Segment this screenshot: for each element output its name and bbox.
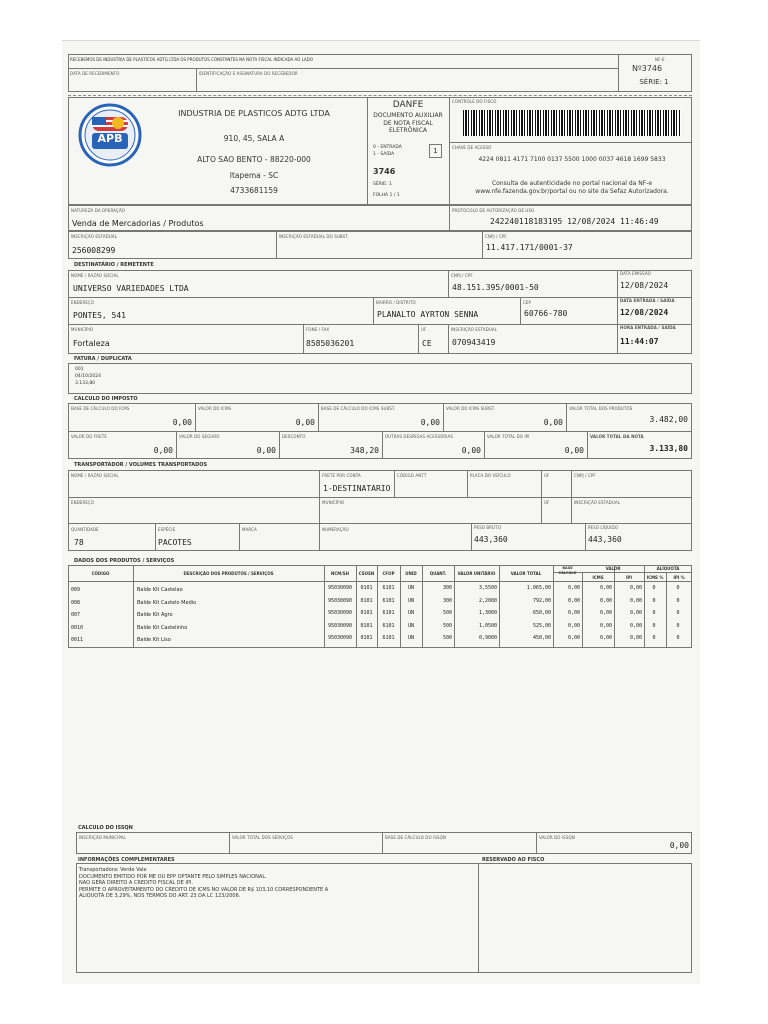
exit-date: 12/08/2024	[620, 308, 669, 317]
table-cell-unit-value: 1,0500	[478, 622, 497, 629]
emitter-cnpj: 11.417.171/0001-37	[486, 243, 573, 252]
icms-st: 0,00	[543, 418, 563, 427]
table-cell-unit: UN	[407, 610, 415, 616]
table-cell-desc: Balde Kit Liso	[137, 637, 171, 643]
table-cell-icms: 0,00	[599, 585, 612, 591]
divider	[133, 565, 134, 648]
recipient-name: UNIVERSO VARIEDADES LTDA	[73, 284, 189, 293]
other-expenses: 0,00	[461, 446, 481, 455]
recipient-phone-label: FONE / FAX	[306, 327, 330, 332]
danfe-serie: SÉRIE: 1	[373, 182, 392, 187]
table-cell-total: 792,00	[532, 597, 551, 604]
table-cell-icms: 0,00	[599, 597, 612, 604]
table-cell-total: 525,00	[532, 622, 551, 629]
col-rate-group: ALÍQUOTA	[656, 566, 680, 571]
quantity-label: QUANTIDADE	[71, 527, 99, 532]
control-label: CONTROLE DO FISCO	[452, 99, 497, 104]
protocol-value: 242240118183195 12/08/2024 11:46:49	[490, 217, 659, 226]
table-cell-ipi-rate: 0	[676, 585, 680, 591]
exit-time-label: HORA ENTRADA / SAÍDA	[620, 325, 676, 330]
table-cell-base: 0,00	[567, 635, 580, 641]
danfe-entry: 0 - ENTRADA	[373, 145, 402, 150]
divider	[367, 97, 368, 205]
col-cfop: CFOP	[382, 571, 395, 576]
table-cell-qty: 300	[442, 597, 452, 604]
col-value-group: VALOR	[605, 566, 621, 571]
table-cell-csosn: 0101	[360, 610, 373, 616]
divider	[448, 270, 449, 297]
ipi: 0,00	[564, 446, 584, 455]
divider	[449, 205, 450, 231]
table-cell-cfop: 6101	[382, 597, 395, 604]
divider	[478, 863, 479, 973]
carrier-address-label: ENDEREÇO	[71, 500, 95, 505]
recipient-district-label: BAIRRO / DISTRITO	[376, 300, 416, 305]
consult-line-2: www.nfe.fazenda.gov.br/portal ou no site da Sefaz Autorizadora.	[475, 188, 669, 195]
danfe-sheet: FOLHA 1 / 1	[373, 193, 400, 198]
freight: 0,00	[153, 446, 173, 455]
net-weight: 443,360	[588, 535, 622, 544]
divider	[196, 68, 197, 92]
divider	[566, 403, 567, 431]
base-st-label: BASE DE CÁLCULO DO ICMS SUBST.	[321, 406, 396, 411]
danfe-subtitle: DOCUMENTO AUXILIAR DE NOTA FISCAL ELETRÔNICA	[373, 112, 443, 134]
emitter-cnpj-label: CNPJ / CPF	[485, 234, 507, 239]
table-cell-desc: Balde Kit Castelao	[137, 587, 183, 593]
recipient-district: PLANALTO AYRTON SENNA	[377, 310, 479, 319]
table-cell-ncm: 95030090	[327, 622, 353, 629]
gross-weight-label: PESO BRUTO	[474, 525, 501, 530]
col-ncm: NCM/SH	[331, 571, 349, 576]
divider	[68, 581, 692, 582]
danfe-type: 1	[433, 147, 438, 155]
additional-section: INFORMAÇÕES COMPLEMENTARES	[78, 857, 175, 863]
total: 3.133,80	[649, 444, 688, 453]
receipt-header: RECEBEMOS DE INDUSTRIA DE PLASTICOS ADTG LTDA OS PRODUTOS CONSTANTES NA NOTA FISCAL INDICADA AO LADO	[70, 57, 313, 62]
table-cell-desc: Balde Kit Agro	[137, 612, 173, 618]
table-cell-cfop: 6101	[382, 610, 395, 616]
issqn-value-label: VALOR DO ISSQN	[539, 835, 575, 840]
col-code: CÓDIGO	[91, 571, 110, 576]
divider	[319, 470, 320, 523]
divider	[471, 523, 472, 551]
divider	[536, 832, 537, 854]
additional-line: NAO GERA DIREITO A CREDITO FISCAL DE IPI.	[79, 880, 193, 886]
freight-by: 1-DESTINATARIO	[323, 484, 391, 493]
divider	[587, 431, 588, 459]
table-cell-qty: 500	[442, 635, 452, 641]
danfe-exit: 1 - SAÍDA	[373, 152, 395, 157]
plate-label: PLACA DO VEÍCULO	[470, 473, 511, 478]
quantity: 78	[74, 538, 84, 547]
receipt-nfe-label: NF-E	[655, 57, 665, 62]
icms-st-label: VALOR DO ICMS SUBST.	[446, 406, 496, 411]
access-key-barcode	[463, 110, 681, 136]
carrier-uf-label: UF	[544, 473, 550, 478]
table-cell-ipi-rate: 0	[676, 622, 680, 629]
issqn-value: 0,00	[669, 841, 689, 850]
divider	[276, 231, 277, 259]
net-weight-label: PESO LÍQUIDO	[588, 525, 618, 530]
recipient-phone: 8585036201	[306, 339, 355, 348]
icms: 0,00	[295, 418, 315, 427]
table-cell-ipi: 0,00	[629, 597, 642, 604]
kind: PACOTES	[158, 538, 192, 547]
divider	[617, 270, 618, 354]
table-cell-icms: 0,00	[599, 622, 612, 629]
table-cell-icms-rate: 0	[652, 610, 656, 616]
receipt-date-label: DATA DE RECEBIMENTO	[70, 71, 120, 76]
divider	[319, 523, 320, 551]
base-icms: 0,00	[172, 418, 192, 427]
emitter-district: ALTO SAO BENTO - 88220-000	[197, 155, 311, 164]
table-cell-total: 450,00	[532, 635, 551, 641]
divider	[68, 297, 692, 298]
kind-label: ESPÉCIE	[158, 527, 176, 532]
table-cell-unit-value: 3,5500	[478, 585, 497, 591]
carrier-ie-label: INSCRIÇÃO ESTADUAL	[574, 500, 621, 505]
discount-label: DESCONTO	[282, 434, 306, 439]
table-cell-ipi: 0,00	[629, 585, 642, 591]
exit-date-label: DATA ENTRADA / SAÍDA	[620, 298, 675, 303]
freight-by-label: FRETE POR CONTA	[322, 473, 361, 478]
divider	[318, 403, 319, 431]
danfe-number: 3746	[373, 167, 396, 176]
divider	[68, 324, 692, 325]
carrier-city-label: MUNICÍPIO	[322, 500, 345, 505]
additional-line: ALIQUOTA DE 3,29%, NOS TERMOS DO ART. 23 DA LC 123/2006.	[79, 893, 241, 899]
table-cell-icms: 0,00	[599, 610, 612, 616]
divider	[448, 324, 449, 354]
municipal-label: INSCRIÇÃO MUNICIPAL	[79, 835, 126, 840]
invoice-line-1: 001	[75, 367, 84, 372]
divider	[484, 431, 485, 459]
divider	[418, 324, 419, 354]
table-cell-base: 0,00	[567, 622, 580, 629]
table-cell-qty: 500	[442, 610, 452, 616]
table-cell-code: 009	[71, 587, 81, 593]
divider	[68, 68, 618, 69]
table-cell-icms-rate: 0	[652, 622, 656, 629]
recipient-address-label: ENDEREÇO	[71, 300, 95, 305]
recipient-city-label: MUNICÍPIO	[71, 327, 94, 332]
emission-date: 12/08/2024	[620, 281, 669, 290]
emitter-name: INDUSTRIA DE PLASTICOS ADTG LTDA	[178, 109, 330, 118]
recipient-cnpj-label: CNPJ / CPF	[451, 273, 473, 278]
divider	[176, 431, 177, 459]
divider	[482, 231, 483, 259]
total-products: 3.482,00	[649, 415, 688, 424]
ie-value: 256008299	[72, 246, 116, 255]
table-cell-csosn: 0101	[360, 585, 373, 591]
consult-line-1: Consulta de autenticidade no portal nacional da NF-e	[491, 180, 653, 187]
table-cell-ipi-rate: 0	[676, 610, 680, 616]
table-cell-unit-value: 2,2000	[478, 597, 497, 604]
col-total-value: VALOR TOTAL	[510, 571, 542, 576]
receipt-signature-label: IDENTIFICAÇÃO E ASSINATURA DO RECEBEDOR	[199, 71, 298, 76]
divider	[449, 97, 450, 205]
icms-label: VALOR DO ICMS	[198, 406, 232, 411]
brand-label: MARCA	[242, 527, 257, 532]
emitter-address: 910, 45, SALA A	[223, 134, 285, 143]
divider	[571, 470, 572, 523]
issqn-base-label: BASE DE CÁLCULO DO ISSQN	[385, 835, 446, 840]
table-cell-unit-value: 1,3000	[478, 610, 497, 616]
other-expenses-label: OUTRAS DESPESAS ACESSÓRIAS	[385, 434, 453, 439]
table-cell-code: 007	[71, 612, 81, 618]
table-cell-cfop: 6101	[382, 635, 395, 641]
reserved-section: RESERVADO AO FISCO	[482, 857, 545, 863]
recipient-cnpj: 48.151.395/0001-50	[452, 283, 539, 292]
divider	[68, 431, 692, 432]
divider	[520, 297, 521, 324]
emitter-city: Itapema - SC	[229, 171, 279, 180]
invoice-block	[68, 363, 692, 394]
receipt-serie: SÉRIE: 1	[639, 78, 669, 86]
invoice-section: FATURA / DUPLICATA	[74, 356, 132, 362]
additional-line: PERMITE O APROVEITAMENTO DO CREDITO DE ICMS NO VALOR DE R$ 103,10 CORRESPONDENTE A	[79, 886, 329, 893]
nature-label: NATUREZA DA OPERAÇÃO	[71, 208, 125, 213]
table-cell-csosn: 0101	[360, 597, 373, 604]
base-st: 0,00	[420, 418, 440, 427]
access-key-label: CHAVE DE ACESSO	[452, 145, 492, 150]
divider	[382, 431, 383, 459]
table-cell-ncm: 95030090	[327, 585, 353, 591]
table-cell-code: 0010	[71, 624, 84, 631]
table-cell-code: 0011	[71, 637, 84, 643]
divider	[585, 523, 586, 551]
transport-section: TRANSPORTADOR / VOLUMES TRANSPORTADOS	[74, 462, 208, 468]
ie-st-label: INSCRIÇÃO ESTADUAL DO SUBST.	[279, 234, 349, 239]
invoice-line-2: 04/10/2024	[75, 374, 101, 379]
nature-value: Venda de Mercadorias / Produtos	[72, 219, 204, 228]
table-cell-ipi-rate: 0	[676, 597, 680, 604]
table-cell-base: 0,00	[567, 597, 580, 604]
recipient-name-label: NOME / RAZÃO SOCIAL	[71, 273, 119, 278]
freight-label: VALOR DO FRETE	[71, 434, 107, 439]
table-cell-ipi: 0,00	[629, 622, 642, 629]
table-cell-base: 0,00	[567, 610, 580, 616]
exit-time: 11:44:07	[620, 337, 659, 346]
recipient-uf-label: UF	[421, 327, 427, 332]
divider	[541, 470, 542, 523]
col-icms-rate: ICMS %	[646, 575, 664, 580]
insurance: 0,00	[256, 446, 276, 455]
divider	[229, 832, 230, 854]
emitter-phone: 4733681159	[230, 186, 278, 195]
invoice-line-3: 3.133,80	[75, 381, 96, 386]
table-cell-ipi: 0,00	[629, 635, 642, 641]
table-cell-cfop: 6101	[382, 585, 395, 591]
col-unit-value: VALOR UNITÁRIO	[457, 571, 496, 576]
numbering-label: NUMERAÇÃO	[322, 527, 349, 532]
table-cell-icms: 0,00	[599, 635, 612, 641]
divider	[618, 54, 619, 92]
recipient-cep: 60766-780	[524, 309, 568, 318]
table-cell-csosn: 0101	[360, 622, 373, 629]
ie-label: INSCRIÇÃO ESTADUAL	[71, 234, 118, 239]
table-cell-base: 0,00	[567, 585, 580, 591]
carrier-uf2-label: UF	[544, 500, 550, 505]
table-cell-ipi-rate: 0	[676, 635, 680, 641]
table-cell-desc: Balde Kit Castelo Medio	[137, 599, 197, 606]
table-cell-ncm: 95030090	[327, 610, 353, 616]
logo-text: APB	[97, 132, 123, 145]
table-cell-icms-rate: 0	[652, 597, 656, 604]
col-ipi: IPI	[626, 575, 632, 580]
divider	[303, 324, 304, 354]
cut-line	[68, 95, 692, 96]
table-cell-qty: 500	[442, 622, 452, 629]
divider	[68, 523, 692, 524]
recipient-ie-label: INSCRIÇÃO ESTADUAL	[451, 327, 498, 332]
table-cell-unit: UN	[407, 597, 415, 604]
carrier-name-label: NOME / RAZÃO SOCIAL	[71, 473, 119, 478]
tax-section: CALCULO DO IMPOSTO	[74, 396, 138, 402]
col-description: DESCRIÇÃO DOS PRODUTOS / SERVIÇOS	[183, 571, 274, 576]
recipient-section: DESTINATÁRIO / REMETENTE	[74, 262, 154, 268]
table-cell-qty: 300	[442, 585, 452, 591]
recipient-ie: 070943419	[452, 338, 496, 347]
divider	[467, 470, 468, 497]
divider	[279, 431, 280, 459]
table-cell-desc: Balde Kit Castelinho	[137, 624, 188, 631]
base-icms-label: BASE DE CÁLCULO DO ICMS	[71, 406, 130, 411]
recipient-address: PONTES, 541	[73, 311, 126, 320]
col-base: BASE CÁLCULO	[558, 566, 577, 575]
table-cell-total: 1.065,00	[526, 585, 551, 591]
col-ipi-rate: IPI %	[673, 575, 685, 580]
table-cell-unit: UN	[407, 622, 415, 629]
insurance-label: VALOR DO SEGURO	[179, 434, 220, 439]
discount: 348,20	[350, 446, 379, 455]
col-icms: ICMS	[592, 575, 604, 580]
table-cell-total: 650,00	[532, 610, 551, 616]
divider	[195, 403, 196, 431]
ipi-label: VALOR TOTAL DO IPI	[487, 434, 530, 439]
table-cell-code: 008	[71, 599, 81, 606]
divider	[155, 523, 156, 551]
table-cell-unit: UN	[407, 635, 415, 641]
table-cell-unit-value: 0,9000	[478, 635, 497, 641]
gross-weight: 443,360	[474, 535, 508, 544]
divider	[443, 403, 444, 431]
recipient-city: Fortaleza	[73, 339, 110, 348]
divider	[68, 497, 692, 498]
additional-line: Transportadora: Verde Vale	[79, 867, 147, 873]
divider	[239, 523, 240, 551]
table-cell-ncm: 95030090	[327, 597, 353, 604]
access-key: 4224 0811 4171 7100 0137 5500 1000 0037 4618 1699 5833	[478, 156, 666, 163]
table-cell-icms-rate: 0	[652, 635, 656, 641]
table-cell-cfop: 6101	[382, 622, 395, 629]
table-cell-csosn: 0101	[360, 635, 373, 641]
divider	[382, 832, 383, 854]
products-section: DADOS DOS PRODUTOS / SERVIÇOS	[74, 558, 175, 564]
danfe-title: DANFE	[392, 100, 424, 110]
table-cell-ipi: 0,00	[629, 610, 642, 616]
total-label: VALOR TOTAL DA NOTA	[590, 434, 644, 439]
table-cell-ncm: 95030090	[327, 635, 353, 641]
protocol-label: PROTOCOLO DE AUTORIZAÇÃO DE USO	[452, 208, 535, 213]
recipient-uf: CE	[422, 339, 432, 348]
table-cell-unit: UN	[407, 585, 415, 591]
col-unit: UNID	[405, 571, 417, 576]
carrier-cnpj-label: CNPJ / CPF	[574, 473, 596, 478]
additional-line: DOCUMENTO EMITIDO POR ME OU EPP OPTANTE PELO SIMPLES NACIONAL.	[79, 873, 267, 880]
table-cell-icms-rate: 0	[652, 585, 656, 591]
emission-date-label: DATA EMISSÃO	[620, 271, 651, 276]
divider	[394, 470, 395, 497]
divider	[373, 297, 374, 324]
col-csosn: CSOSN	[358, 571, 375, 576]
recipient-cep-label: CEP	[523, 300, 532, 305]
services-total-label: VALOR TOTAL DOS SERVIÇOS	[232, 835, 293, 840]
divider	[449, 142, 692, 143]
col-qty: QUANT.	[429, 571, 447, 576]
receipt-number: Nº3746	[632, 64, 663, 73]
issqn-section: CALCULO DO ISSQN	[78, 825, 133, 831]
antt-label: CÓDIGO ANTT	[397, 473, 427, 478]
total-products-label: VALOR TOTAL DOS PRODUTOS	[569, 406, 633, 411]
ie-row	[68, 231, 692, 259]
